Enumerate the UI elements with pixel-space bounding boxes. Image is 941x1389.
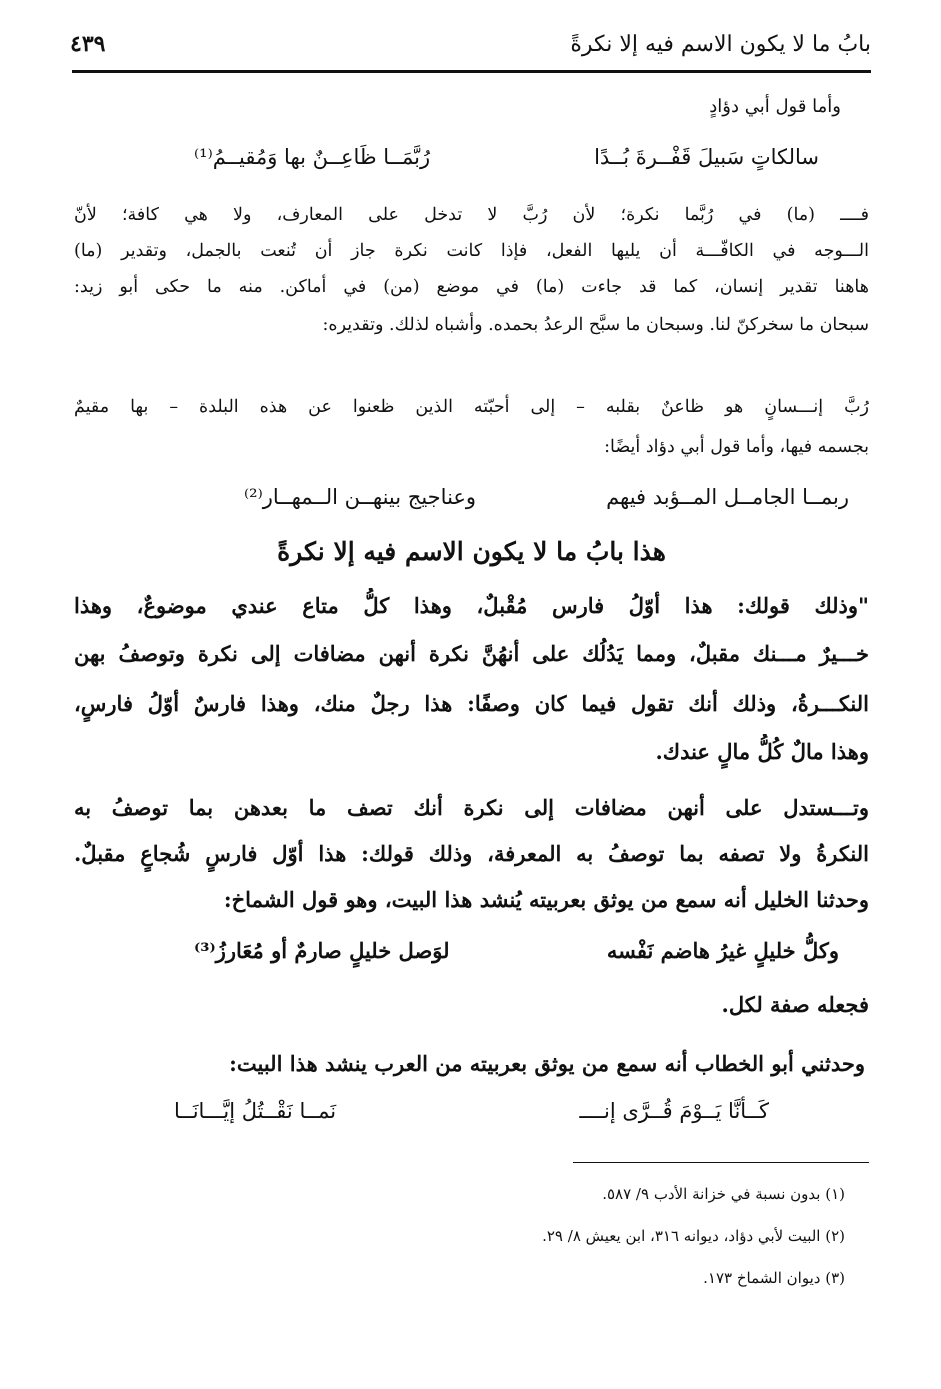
verse-3-first-hemistich: وكلُّ خليلٍ غيرُ هاضم نَفْسه <box>606 938 839 963</box>
verse-2-second-hemistich: وعناجيج بينهــن الــمهــار⁽²⁾ <box>244 485 477 509</box>
footnote-2: (٢) البيت لأبي دؤاد، ديوانه ٣١٦، ابن يعيش ٨/ ٢٩. <box>542 1227 845 1245</box>
paragraph-line: النكرةُ ولا تصفه بما توصفُ به المعرفة، وذلك قولك: هذا أوّل فارسٍ شُجاعٍ مقبلٌ. <box>74 841 869 866</box>
verse-4-second-hemistich: نَمــا نَقْــتُلُ إيَّـــانَــا <box>174 1099 337 1123</box>
footnote-3: (٣) ديوان الشماخ ١٧٣. <box>703 1269 845 1287</box>
running-header <box>70 22 871 66</box>
header-rule <box>72 70 871 73</box>
paragraph-line: وتـــستدل على أنهن مضافات إلى نكرة أنك تصف ما بعدهن بما توصفُ به <box>74 795 869 820</box>
paragraph-line: النكـــرةُ، وذلك أنك تقول فيما كان وصفًا: هذا رجلٌ منك، وهذا فارسٌ أوّلُ فارسٍ، <box>74 691 869 716</box>
verse-3-second-hemistich: لوَصل خليلٍ صارمٌ أو مُعَارزُ⁽³⁾ <box>194 938 450 963</box>
paragraph-line: خـــيرٌ مـــنك مقبلٌ، ومما يَدُلُك على أنهُنَّ نكرة أنهن مضافات إلى نكرة وتوصفُ بهن <box>74 641 869 666</box>
paragraph-line: "وذلك قولك: هذا أوّلُ فارس مُقْبلٌ، وهذا كلُّ متاع عندي موضوعٌ، وهذا <box>74 593 869 618</box>
paragraph-line: الـــوجه في الكافّـــة أن يليها الفعل، فإذا كانت نكرة جاز أن تُنعت بالجمل، وتقدير (ما) <box>74 241 869 261</box>
paragraph-line: سبحان ما سخركنّ لنا. وسبحان ما سبَّح الرعدُ بحمده. وأشباه لذلك. وتقديره: <box>322 315 869 335</box>
section-heading: هذا بابُ ما لا يكون الاسم فيه إلا نكرةً <box>277 537 666 566</box>
verse-2 <box>74 480 869 514</box>
footnote-1: (١) بدون نسبة في خزانة الأدب ٩/ ٥٨٧. <box>602 1185 845 1203</box>
verse-comment: فجعله صفة لكل. <box>721 992 869 1017</box>
paragraph-line: رُبَّ إنـــسانٍ هو ظاعنٌ بقلبه – إلى أحبّته الذين ظعنوا عن هذه البلدة – بها مقيمٌ <box>74 397 869 417</box>
verse-3 <box>74 934 869 970</box>
paragraph-line: وحدثنا الخليل أنه سمع من يوثق بعربيته يُنشد هذا البيت، وهو قول الشماخ: <box>223 887 869 912</box>
chapter-title: بابُ ما لا يكون الاسم فيه إلا نكرةً <box>570 31 871 57</box>
verse-1-second-hemistich: رُبَّمَــا ظَاعِــنٌ بها وَمُقيــمُ⁽¹⁾ <box>194 145 431 169</box>
footnote-rule <box>573 1162 869 1163</box>
paragraph-line: بجسمه فيها، وأما قول أبي دؤاد أيضًا: <box>604 437 869 457</box>
verse-1 <box>74 140 869 174</box>
paragraph-line: وحدثني أبو الخطاب أنه سمع من يوثق بعربيته من العرب ينشد هذا البيت: <box>229 1051 865 1076</box>
verse-4-first-hemistich: كَــأنَّا يَــوْمَ قُــرَّى إنــــ <box>579 1099 769 1123</box>
verse-1-first-hemistich: سالكاتٍ سَبيلَ قَفْــرةَ بُــدًا <box>594 145 819 169</box>
page-number: ٤٣٩ <box>70 31 106 57</box>
verse-2-first-hemistich: ربمــا الجامــل المــؤبد فيهم <box>606 485 849 509</box>
paragraph-line: فــــ (ما) في رُبَّما نكرة؛ لأن رُبَّ لا تدخل على المعارف، ولا هي كافة؛ لأنّ <box>74 205 869 225</box>
paragraph-line: هاهنا تقدير إنسان، كما قد جاءت (ما) في موضع (من) في أماكن. منه ما حكى أبو زيد: <box>74 277 869 297</box>
verse-4 <box>74 1094 869 1130</box>
paragraph-line: وهذا مالٌ كُلُّ مالٍ عندك. <box>655 739 869 764</box>
verse-intro-1: وأما قول أبي دؤادٍ <box>709 96 841 117</box>
